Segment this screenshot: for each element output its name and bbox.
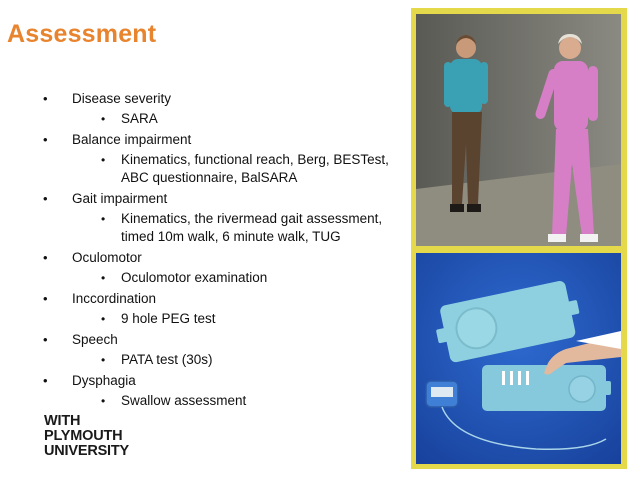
bullet-label: Oculomotor [72,250,142,265]
sub-bullet-label: 9 hole PEG test [121,311,216,326]
bullet-label: Speech [72,332,118,347]
two-women-walking-photo [416,14,621,246]
bullet-dot: • [101,153,106,167]
bullet-dot: • [101,112,106,126]
bullet-item [0,330,410,349]
bullet-dot: • [101,312,106,326]
bullet-item [0,248,410,267]
bullet-dot: • [101,353,106,367]
logo-line: WITH [44,413,81,429]
sub-bullet-item [0,151,410,187]
bullet-dot: • [101,394,106,408]
bullet-dot: • [43,373,48,388]
bullet-dot: • [43,250,48,265]
bullet-list [0,89,410,412]
bullet-label: Inccordination [72,291,157,306]
bullet-label: Disease severity [72,91,172,106]
sub-bullet-label: PATA test (30s) [121,352,213,367]
logo-line: UNIVERSITY [44,443,130,459]
sub-bullet-label: Swallow assessment [121,393,247,408]
sub-bullet-label: timed 10m walk, 6 minute walk, TUG [121,229,341,244]
sub-bullet-label: Oculomotor examination [121,270,268,285]
bullet-item [0,371,410,390]
bullet-item [0,89,410,108]
sub-bullet-label: SARA [121,111,158,126]
bullet-dot: • [101,271,106,285]
nine-hole-peg-test-photo [416,253,621,464]
sub-bullet-item [0,210,410,246]
bullet-dot: • [43,91,48,106]
bullet-dot: • [43,291,48,306]
sub-bullet-item [0,110,410,128]
logo-line: PLYMOUTH [44,428,123,444]
sub-bullet-item [0,310,410,328]
bullet-dot: • [43,132,48,147]
sub-bullet-label: Kinematics, the rivermead gait assessment, [121,211,383,226]
sub-bullet-item [0,351,410,369]
plymouth-university-logo [44,414,129,459]
bullet-item [0,289,410,308]
bullet-label: Dysphagia [72,373,136,388]
slide-title: Assessment [7,20,157,48]
bullet-dot: • [101,212,106,226]
bullet-item [0,130,410,149]
sub-bullet-label: Kinematics, functional reach, Berg, BESTest, [121,152,389,167]
bullet-dot: • [43,332,48,347]
sub-bullet-item [0,392,410,410]
bullet-dot: • [43,191,48,206]
sub-bullet-item [0,269,410,287]
bullet-label: Balance impairment [72,132,192,147]
bullet-label: Gait impairment [72,191,168,206]
sub-bullet-label: ABC questionnaire, BalSARA [121,170,298,185]
bullet-item [0,189,410,208]
